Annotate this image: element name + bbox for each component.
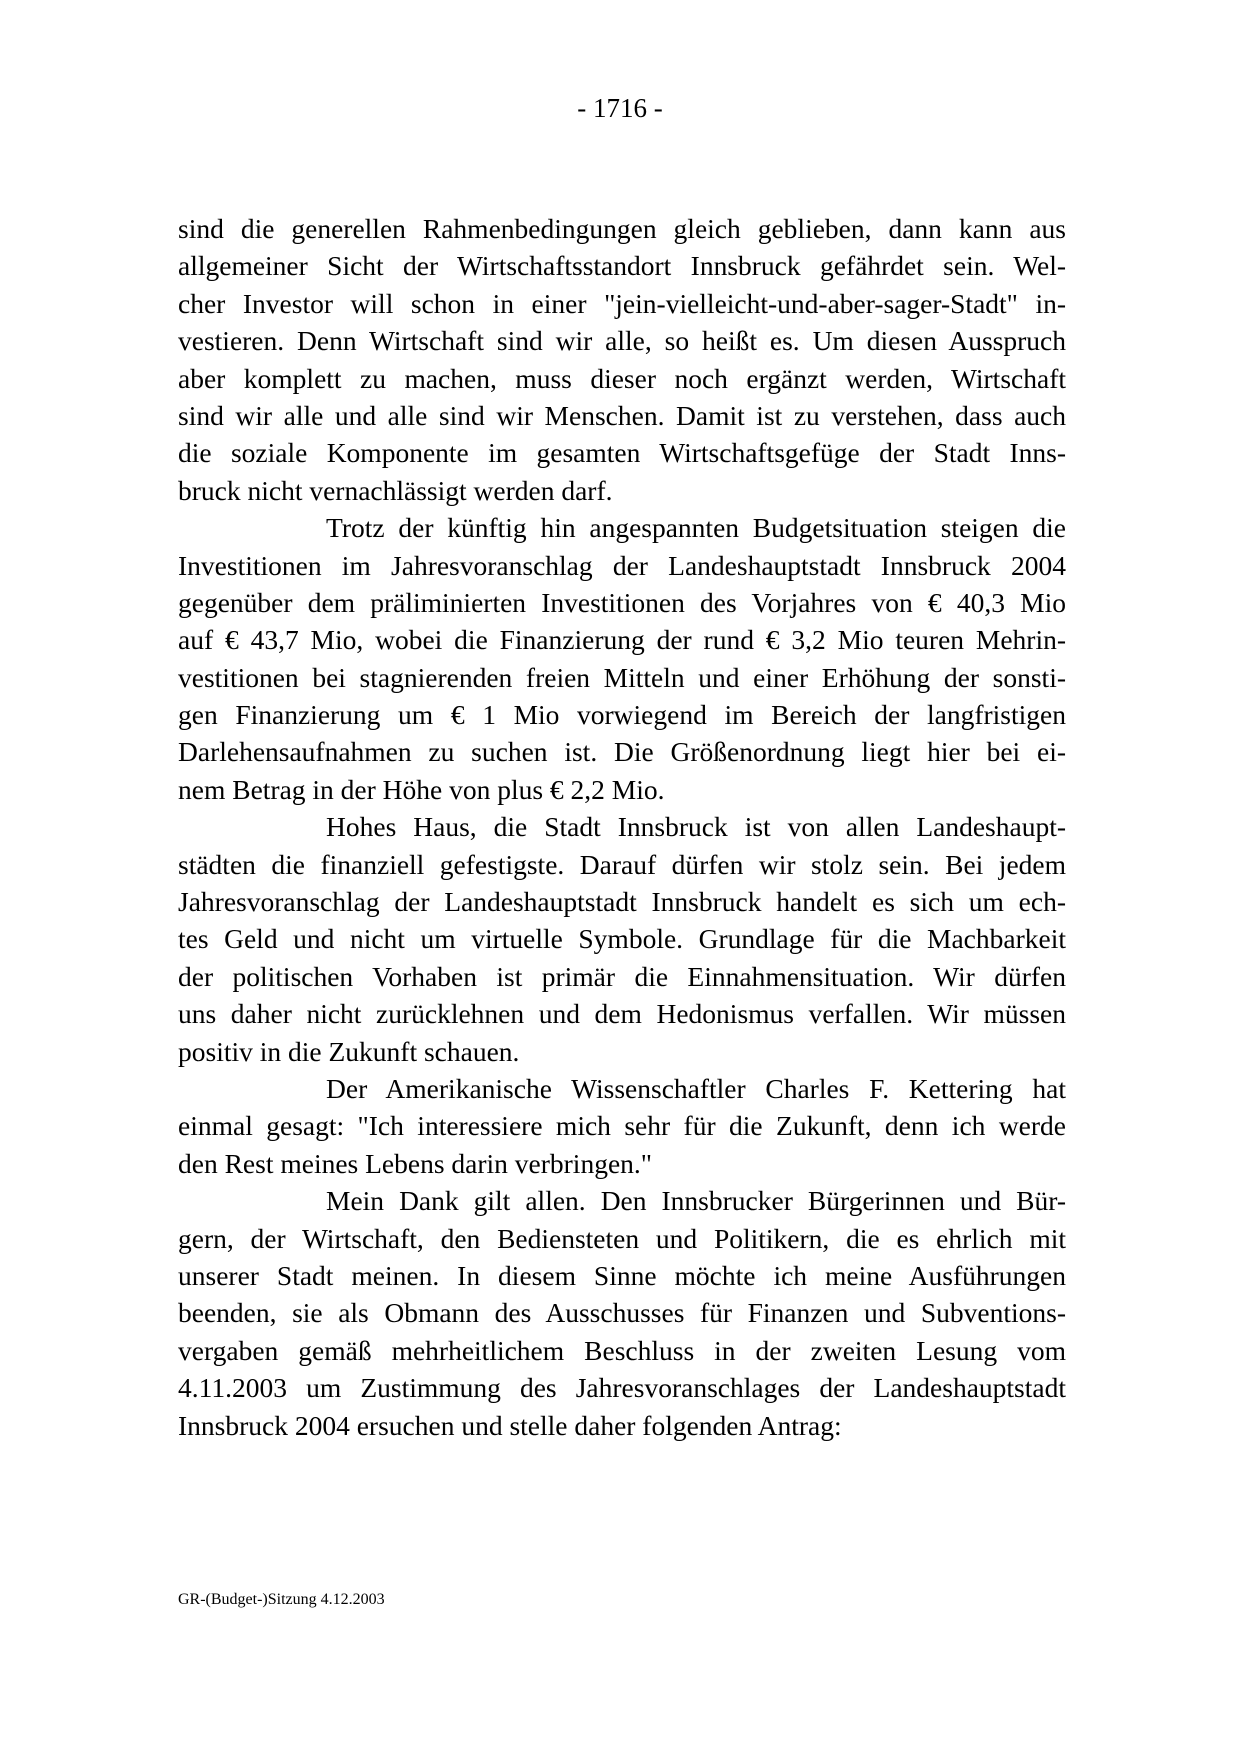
text-line: einmal gesagt: "Ich interessiere mich sehr für die Zukunft, denn ich werde [178,1110,1066,1142]
text-line: uns daher nicht zurücklehnen und dem Hedonismus verfallen. Wir müssen [178,998,1066,1030]
text-line: vestieren. Denn Wirtschaft sind wir alle, so heißt es. Um diesen Ausspruch [178,325,1066,357]
text-line: tes Geld und nicht um virtuelle Symbole. Grundlage für die Machbarkeit [178,923,1066,955]
text-line: vestitionen bei stagnierenden freien Mitteln und einer Erhöhung der sonsti- [178,661,1066,693]
paragraph [178,1182,1066,1444]
text-line: unserer Stadt meinen. In diesem Sinne möchte ich meine Ausführungen [178,1259,1066,1291]
text-line: der politischen Vorhaben ist primär die Einnahmensituation. Wir dürfen [178,960,1066,992]
text-line: bruck nicht vernachlässigt werden darf. [178,474,613,506]
text-line: aber komplett zu machen, muss dieser noch ergänzt werden, Wirtschaft [178,362,1066,394]
text-line: Investitionen im Jahresvoranschlag der Landeshauptstadt Innsbruck 2004 [178,549,1066,581]
text-line: auf € 43,7 Mio, wobei die Finanzierung der rund € 3,2 Mio teuren Mehrin- [178,624,1066,656]
text-line: beenden, sie als Obmann des Ausschusses für Finanzen und Subventions- [178,1297,1066,1329]
text-line: die soziale Komponente im gesamten Wirtschaftsgefüge der Stadt Inns- [178,437,1066,469]
text-line: Mein Dank gilt allen. Den Innsbrucker Bürgerinnen und Bür- [326,1185,1066,1217]
text-line: sind wir alle und alle sind wir Menschen. Damit ist zu verstehen, dass auch [178,399,1066,431]
text-line: den Rest meines Lebens darin verbringen." [178,1147,652,1179]
page-number: - 1716 - [577,93,663,123]
text-line: allgemeiner Sicht der Wirtschaftsstandort Innsbruck gefährdet sein. Wel- [178,250,1066,282]
text-line: gern, der Wirtschaft, den Bediensteten und Politikern, die es ehrlich mit [178,1222,1066,1254]
text-line: 4.11.2003 um Zustimmung des Jahresvoranschlages der Landeshauptstadt [178,1372,1066,1404]
text-line: positiv in die Zukunft schauen. [178,1035,520,1067]
paragraph [178,1070,1066,1182]
text-line: Darlehensaufnahmen zu suchen ist. Die Größenordnung liegt hier bei ei- [178,736,1066,768]
text-line: Innsbruck 2004 ersuchen und stelle daher folgenden Antrag: [178,1409,842,1441]
footer-session-label: GR-(Budget-)Sitzung 4.12.2003 [178,1591,385,1608]
paragraph [178,210,1066,509]
text-line: Der Amerikanische Wissenschaftler Charles F. Kettering hat [326,1072,1066,1104]
text-line: städten die finanziell gefestigste. Darauf dürfen wir stolz sein. Bei jedem [178,848,1066,880]
body-text [178,210,1066,1444]
text-line: vergaben gemäß mehrheitlichem Beschluss in der zweiten Lesung vom [178,1334,1066,1366]
text-line: gen Finanzierung um € 1 Mio vorwiegend im Bereich der langfristigen [178,699,1066,731]
text-line: Jahresvoranschlag der Landeshauptstadt Innsbruck handelt es sich um ech- [178,886,1066,918]
text-line: nem Betrag in der Höhe von plus € 2,2 Mio. [178,773,665,805]
text-line: gegenüber dem präliminierten Investitionen des Vorjahres von € 40,3 Mio [178,586,1066,618]
text-line: Hohes Haus, die Stadt Innsbruck ist von allen Landeshaupt- [326,811,1066,843]
text-line: Trotz der künftig hin angespannten Budgetsituation steigen die [326,512,1066,544]
text-line: cher Investor will schon in einer "jein-vielleicht-und-aber-sager-Stadt" in- [178,287,1066,319]
text-line: sind die generellen Rahmenbedingungen gleich geblieben, dann kann aus [178,213,1066,244]
paragraph [178,808,1066,1070]
paragraph [178,509,1066,808]
